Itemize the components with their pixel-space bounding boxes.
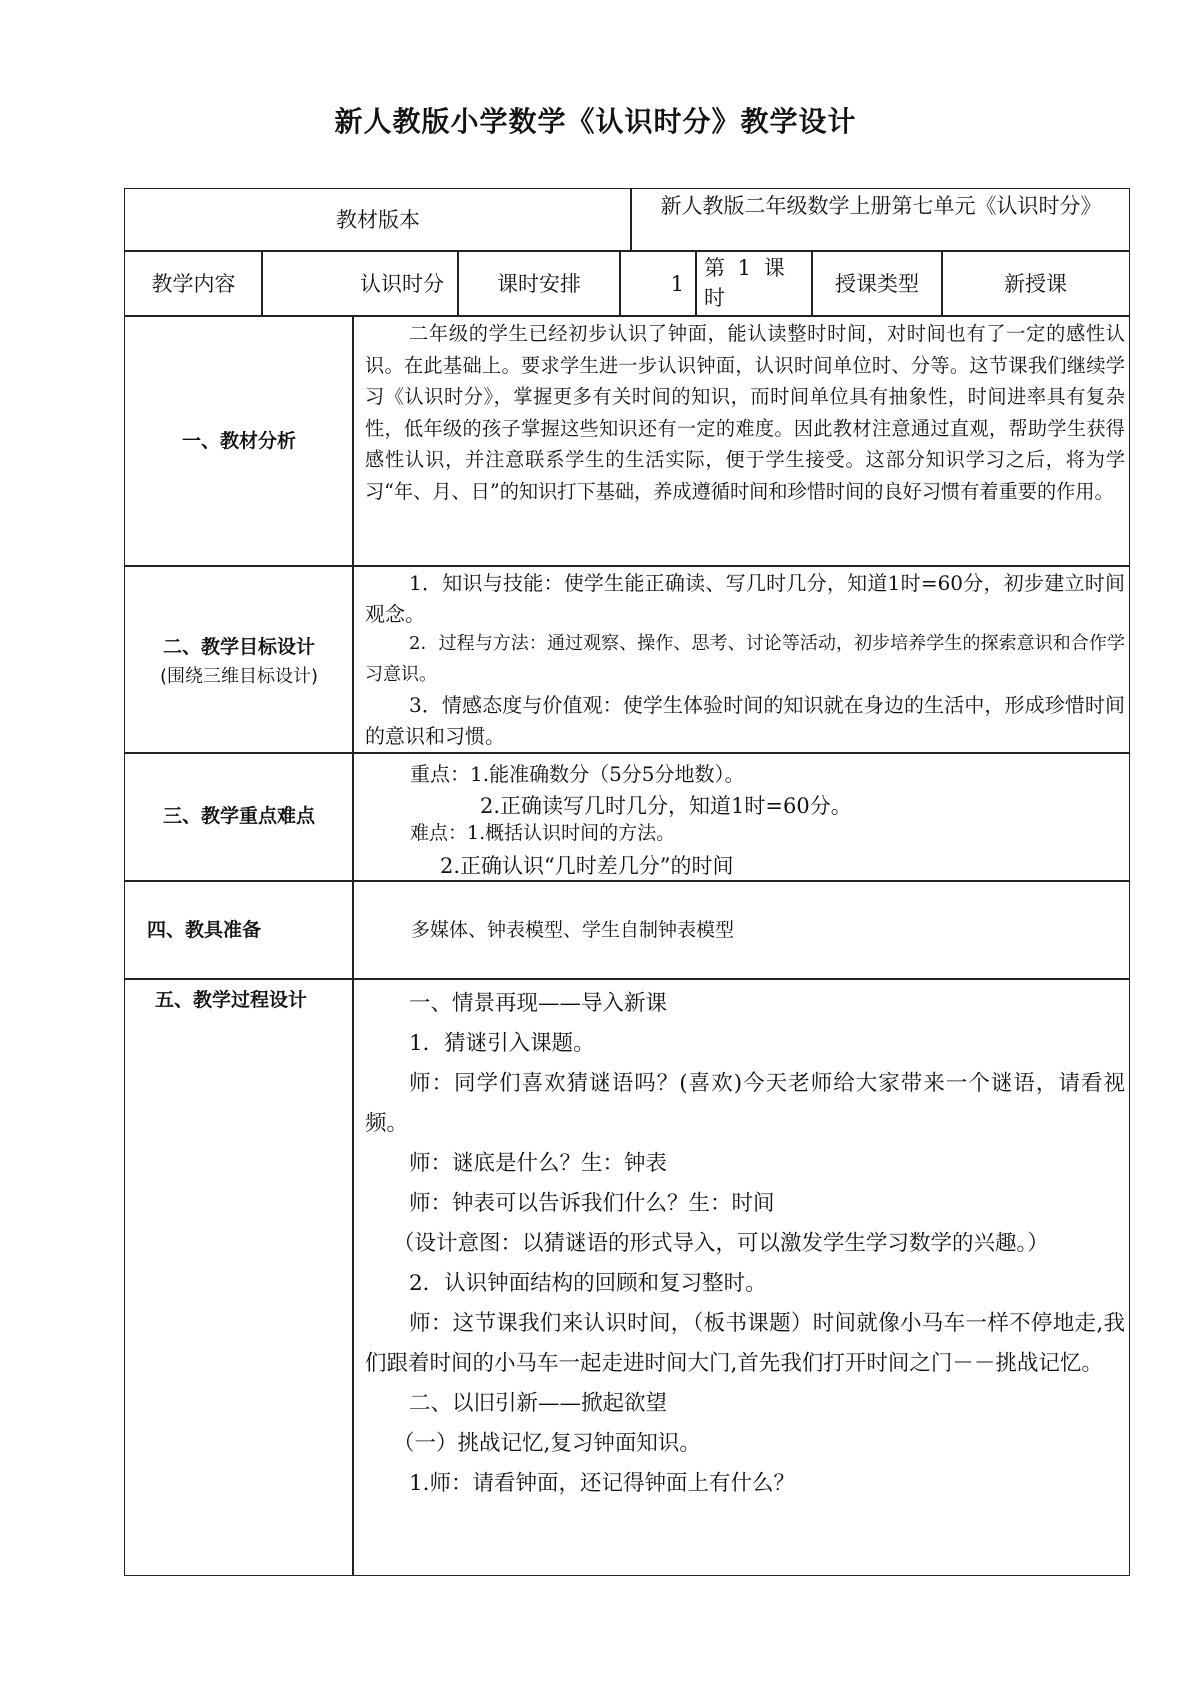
- process-paragraph: 二、以旧引新——掀起欲望: [409, 1391, 668, 1416]
- content-label: 教学内容: [151, 272, 236, 296]
- goal-item: 3．情感态度与价值观：使学生体验时间的知识就在身边的生活中，形成珍惜时间的意识和习惯。: [365, 693, 1125, 748]
- keypoint-line: 重点：1.能准确数分（5分5分地数）。: [410, 762, 745, 786]
- keypoints-label-cell: [124, 752, 354, 882]
- analysis-label-cell: [124, 315, 354, 567]
- process-paragraph: 师：钟表可以告诉我们什么？生：时间: [409, 1191, 775, 1216]
- goals-sublabel: (围绕三维目标设计): [159, 666, 319, 687]
- process-label: 五、教学过程设计: [155, 989, 308, 1011]
- content-value: 认识时分: [360, 272, 444, 296]
- process-label-cell: [124, 978, 354, 1576]
- analysis-paragraph: 二年级的学生已经初步认识了钟面，能认读整时时间，对时间也有了一定的感性认识。在此基础上。要求学生进一步认识钟面，认识时间单位时、分等。这节课我们继续学习《认识时分》，掌握更多有关时间的知识，而时间单位具有抽象性，时间进率具有复杂性，低年级的孩子掌握这些知识还有一定的难度。因此教材注意通过直观，帮助学生获得感性认识，并注意联系学生的生活实际，便于学生接受。这部分知识学习之后，将为学习“年、月、日”的知识打下基础，养成遵循时间和珍惜时间的良好习惯有着重要的作用。: [365, 322, 1125, 503]
- edition-label-cell: [124, 188, 632, 252]
- page-title: 新人教版小学数学《认识时分》教学设计: [334, 105, 857, 138]
- edition-value-cell: [630, 188, 1130, 252]
- schedule-unit: 第 1 课时: [704, 256, 788, 310]
- keypoint-line: 2.正确读写几时几分，知道1时=60分。: [480, 794, 852, 818]
- edition-value: 新人教版二年级数学上册第七单元《认识时分》: [660, 194, 1102, 218]
- process-paragraph: 1.师：请看钟面，还记得钟面上有什么？: [409, 1471, 796, 1496]
- goals-label: 二、教学目标设计: [162, 636, 315, 658]
- tools-text: 多媒体、钟表模型、学生自制钟表模型: [411, 919, 735, 941]
- tools-content-cell: [352, 880, 1130, 980]
- process-text: [365, 984, 1125, 1504]
- analysis-text: [365, 318, 1125, 507]
- process-paragraph: 师：这节课我们来认识时间，（板书课题）时间就像小马车一样不停地走,我们跟着时间的小马车一起走进时间大门,首先我们打开时间之门－－挑战记忆。: [365, 1311, 1125, 1376]
- tools-label: 四、教具准备: [147, 919, 262, 941]
- goal-item: 1．知识与技能：使学生能正确读、写几时几分，知道1时=60分，初步建立时间观念。: [365, 571, 1125, 626]
- goal-item: 2．过程与方法：通过观察、操作、思考、讨论等活动，初步培养学生的探索意识和合作学习意识。: [365, 633, 1125, 685]
- content-value-cell: [261, 250, 459, 317]
- goals-text: [365, 568, 1125, 751]
- process-paragraph: 1．猜谜引入课题。: [409, 1031, 595, 1056]
- process-paragraph: 师：谜底是什么？生：钟表: [409, 1151, 668, 1176]
- keypoint-line: 2.正确认识“几时差几分”的时间: [440, 854, 734, 878]
- schedule-count: 1: [670, 272, 684, 296]
- analysis-label: 一、教材分析: [181, 430, 296, 452]
- keypoints-label: 三、教学重点难点: [162, 805, 315, 827]
- keypoint-line: 难点：1.概括认识时间的方法。: [410, 822, 676, 844]
- type-label: 授课类型: [835, 272, 919, 296]
- tools-label-cell: [124, 880, 354, 980]
- process-paragraph: 2．认识钟面结构的回顾和复习整时。: [409, 1271, 767, 1296]
- type-value: 新授课: [1004, 272, 1067, 296]
- schedule-label: 课时安排: [497, 272, 581, 296]
- schedule-label-cell: [457, 250, 621, 317]
- type-label-cell: [811, 250, 943, 317]
- process-paragraph: 一、情景再现——导入新课: [409, 991, 668, 1016]
- schedule-count-cell: [619, 250, 697, 317]
- content-label-cell: [124, 250, 263, 317]
- type-value-cell: [941, 250, 1130, 317]
- goals-label-cell: [124, 565, 354, 754]
- schedule-unit-cell: [695, 250, 813, 317]
- edition-label: 教材版本: [336, 208, 420, 232]
- process-paragraph: 师：同学们喜欢猜谜语吗？(喜欢)今天老师给大家带来一个谜语，请看视频。: [365, 1071, 1125, 1136]
- process-paragraph: （设计意图：以猜谜语的形式导入，可以激发学生学习数学的兴趣。）: [393, 1231, 1049, 1256]
- process-paragraph: （一）挑战记忆,复习钟面知识。: [393, 1431, 701, 1456]
